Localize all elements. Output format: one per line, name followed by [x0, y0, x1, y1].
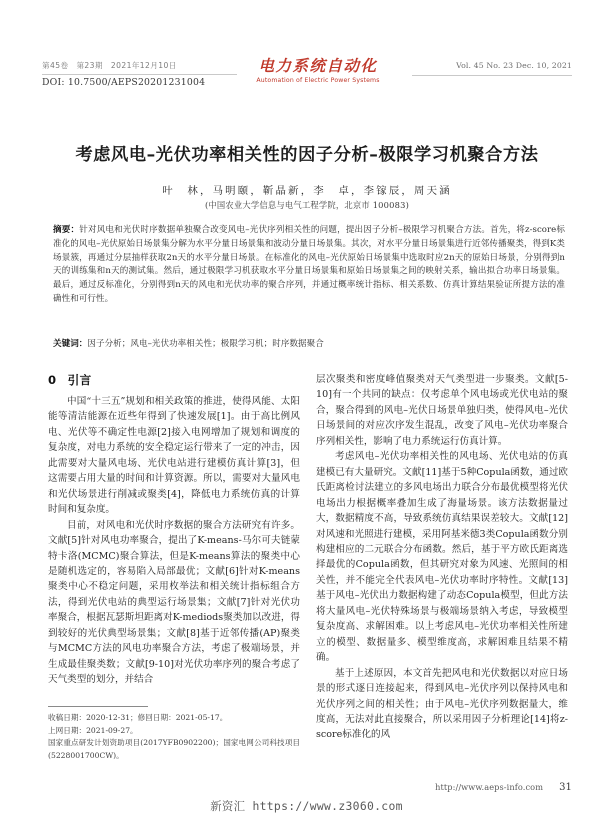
- masthead-rule-left: [42, 74, 237, 75]
- keywords-block: [53, 338, 565, 352]
- journal-title-en: Automation of Electric Power Systems: [256, 77, 380, 84]
- keywords-label: 关键词：: [53, 339, 88, 349]
- section-title: 引言: [67, 373, 92, 387]
- footnote-divider: [48, 706, 148, 707]
- keywords-text: 因子分析；风电–光伏功率相关性；极限学习机；时序数据聚合: [87, 339, 324, 349]
- paragraph: 层次聚类和密度峰值聚类对天气类型进一步聚类。文献[5-10]有一个共同的缺点：仅考虑单个风电场或光伏电站的聚合，聚合得到的风电–光伏日场景单独归类，使得风电–光伏日场景间的对应次序发生混乱，改变了风电–光伏功率聚合序列相关性，影响了电力系统运行仿真计算。: [316, 374, 568, 447]
- masthead: [42, 56, 572, 104]
- volume-line: Vol. 45 No. 23 Dec. 10, 2021: [456, 61, 572, 70]
- doi-line: DOI: 10.7500/AEPS20201231004: [42, 77, 206, 88]
- journal-url: http://www.aeps-info.com: [435, 782, 544, 792]
- masthead-right: [407, 61, 572, 70]
- affiliation: (中国农业大学信息与电气工程学院，北京市 100083): [204, 200, 410, 210]
- footnote-line: 国家重点研发计划资助项目(2017YFB0902200)；国家电网公司科技项目(5228001700CW)。: [48, 738, 300, 760]
- page-title: 考虑风电–光伏功率相关性的因子分析–极限学习机聚合方法: [75, 145, 539, 165]
- masthead-left: [42, 60, 257, 88]
- page-footer: [316, 782, 572, 793]
- footnote-line: 上网日期：2021-09-27。: [48, 725, 138, 735]
- section-heading: [48, 372, 300, 388]
- author-list: 叶 林，马明颐，靳晶新，李 卓，李镓辰，周天涵: [162, 185, 452, 197]
- abstract-text: 针对风电和光伏时序数据单独聚合改变风电–光伏序列相关性的问题，提出因子分析–极限学习机聚合方法。首先，将z-score标准化的风电–光伏原始日场景集分解为水平分量日场景集和波动分量日场景集。其次，对水平分量日场景集进行近邻传播聚类，得到K类场景簇，再通过分层抽样获取2n天的水平分量日场景。在标准化的风电–光伏原始日场景集中选取时应2n天的原始日场景，分别得到n天的训练集和n天的测试集。然后，通过极限学习机获取水平分量日场景集和原始日场景集之间的映射关系，输出拟合功率日场景集。最后，通过反标准化，分别得到n天的风电和光伏功率的聚合序列，并通过概率统计指标、相关系数、仿真计算结果验证所提方法的准确性和可行性。: [53, 225, 565, 304]
- section-number: 0: [48, 373, 57, 387]
- journal-title-cn: 电力系统自动化: [258, 56, 378, 75]
- page-number: 31: [559, 782, 572, 793]
- abstract-block: [53, 224, 565, 307]
- masthead-rule-right: [412, 75, 572, 76]
- body-column-left: [48, 372, 300, 688]
- footnote-line: 收稿日期：2020-12-31；修回日期：2021-05-17。: [48, 713, 228, 722]
- paragraph: 中国“十三五”规划和相关政策的推进，使得风能、太阳能等清洁能源在近些年得到了快速发展[1]。由于高比例风电、光伏等不确定性电源[2]接入电网增加了规划和调度的复杂度，对电力系统的安全稳定运行带来了一定的冲击，因此需要对大量风电场、光伏电站进行建模仿真计算[3]，但这需要占用大量的时间和计算资源。所以，需要对大量风电和光伏场景进行削减或聚类[4]，降低电力系统仿真的计算时间和复杂度。: [48, 396, 300, 516]
- watermark: 新资汇 https://www.z3060.com: [210, 799, 403, 813]
- paragraph: 考虑风电–光伏功率相关性的风电场、光伏电站的仿真建模已有大量研究。文献[11]基于5种Copula函数，通过欧氏距离检讨法建立的多风电场出力联合分布最优模型将光伏电场出力根据概率叠加生成了海量场景。该方法数据量过大，数据精度不高，导致系统仿真结果误差较大。文献[12]对风速和光照进行建模，采用阿基米德3类Copula函数分别构建相应的二元联合分布函数。然后，基于平方欧氏距离选择最优的Copula函数，但其研究对象为风速、光照间的相关性，并不能完全代表风电–光伏功率时序特性。文献[13]基于风电–光伏出力数据构建了动态Copula模型，但此方法将大量风电–光伏特殊场景与极端场景纳入考虑，导致模型复杂度高、求解困难。以上考虑风电–光伏功率相关性所建立的模型、数据量多、模型维度高，求解困难且结果不精确。: [316, 451, 568, 664]
- paragraph: 目前，对风电和光伏时序数据的聚合方法研究有许多。文献[5]针对风电功率聚合，提出了K-means-马尔可夫链蒙特卡洛(MCMC)聚合算法，但是K-means算法的聚类中心是随机选定的，容易陷入局部最优；文献[6]针对K-means聚类中心不稳定问题，采用枚举法和相关统计指标组合方法，得到光伏电站的典型运行场景集；文献[7]针对光伏功率聚合，根据瓦瑟斯坦距离对K-mediods聚类加以改进，得到较好的光伏典型场景集；文献[8]基于近邻传播(AP)聚类与MCMC方法的风电功率聚合方法，考虑了极端场景，并生成最佳聚类数；文献[9-10]对光伏功率序列的聚合考虑了天气类型的划分，并结合: [48, 519, 300, 686]
- abstract-label: 摘要：: [53, 225, 80, 235]
- issue-line: 第45卷 第23期 2021年12月10日: [42, 61, 177, 70]
- body-column-right: [316, 372, 568, 743]
- paragraph: 基于上述原因，本文首先把风电和光伏数据以对应日场景的形式逐日连接起来，得到风电–光伏序列以保持风电和光伏序列之间的相关性；由于风电–光伏序列数据量大，维度高，无法对此直接聚合，所以采用因子分析理论[14]将z-score标准化的风: [316, 667, 568, 741]
- journal-logo: [238, 56, 398, 85]
- footnote-block: [48, 712, 300, 762]
